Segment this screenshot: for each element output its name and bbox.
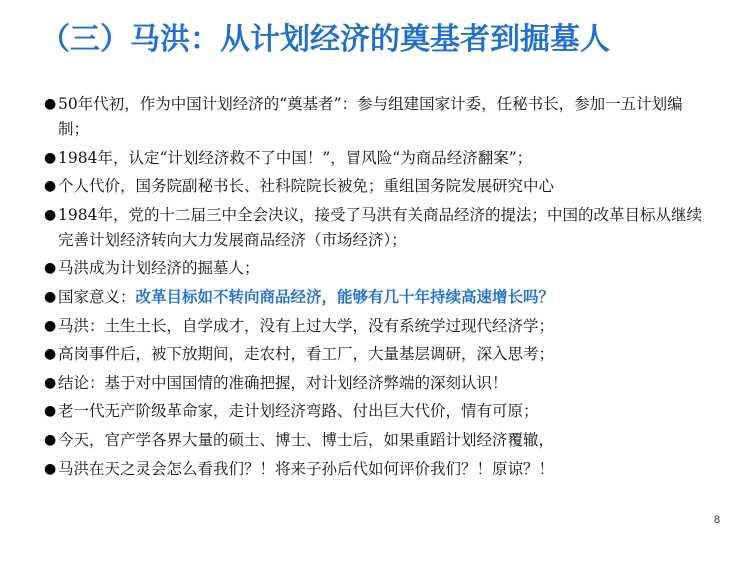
bullet-dot-icon: ● xyxy=(44,374,57,391)
bullet-text: 高岗事件后，被下放期间，走农村，看工厂，大量基层调研，深入思考； xyxy=(58,345,555,364)
bullet-text: 马洪：土生土长，自学成才，没有上过大学，没有系统学过现代经济学； xyxy=(58,316,555,335)
bullet-list xyxy=(44,92,712,485)
bullet-item xyxy=(44,146,712,171)
bullet-item xyxy=(44,174,712,199)
bullet-dot-icon: ● xyxy=(44,96,57,112)
bullet-item xyxy=(44,256,712,281)
bullet-dot-icon: ● xyxy=(44,460,57,477)
bullet-item xyxy=(44,203,712,253)
bullet-dot-icon: ● xyxy=(44,403,57,420)
bullet-text: 今天，官产学各界大量的硕士、博士、博士后，如果重蹈计划经济覆辙， xyxy=(58,430,555,449)
bullet-text: 马洪成为计划经济的掘墓人； xyxy=(58,259,260,278)
bullet-dot-icon: ● xyxy=(44,431,57,448)
bullet-text: 1984年，认定“计划经济救不了中国！”，冒风险“为商品经济翻案”； xyxy=(58,148,533,167)
bullet-dot-icon: ● xyxy=(44,149,57,166)
highlight-question: 改革目标如不转向商品经济，能够有几十年持续高速增长吗？ xyxy=(135,287,555,306)
bullet-text: 马洪在天之灵会怎么看我们？！将来子孙后代如何评价我们？！原谅？！ xyxy=(58,459,555,478)
bullet-text: 个人代价，国务院副秘书长、社科院院长被免；重组国务院发展研究中心 xyxy=(58,177,555,196)
bullet-dot-icon: ● xyxy=(44,206,57,223)
bullet-lead-text: 国家意义： xyxy=(58,287,136,306)
bullet-item xyxy=(44,285,712,310)
slide-title: （三）马洪：从计划经济的奠基者到掘墓人 xyxy=(40,22,610,57)
bullet-text xyxy=(58,285,712,310)
bullet-text: 老一代无产阶级革命家，走计划经济弯路、付出巨大代价，情有可原； xyxy=(58,402,539,421)
bullet-text: 50年代初，作为中国计划经济的“奠基者”：参与组建国家计委，任秘书长，参加一五计划编制； xyxy=(58,95,683,138)
page-number: 8 xyxy=(713,514,720,526)
bullet-item xyxy=(44,457,712,482)
bullet-item xyxy=(44,428,712,453)
bullet-dot-icon: ● xyxy=(44,178,57,195)
bullet-dot-icon: ● xyxy=(44,288,57,305)
bullet-dot-icon: ● xyxy=(44,346,57,363)
bullet-dot-icon: ● xyxy=(44,260,57,277)
bullet-item xyxy=(44,342,712,367)
bullet-item xyxy=(44,399,712,424)
bullet-text: 结论：基于对中国国情的准确把握，对计划经济弊端的深刻认识！ xyxy=(58,373,508,392)
bullet-item xyxy=(44,371,712,396)
bullet-item xyxy=(44,314,712,339)
bullet-dot-icon: ● xyxy=(44,317,57,334)
bullet-text: 1984年，党的十二届三中全会决议，接受了马洪有关商品经济的提法；中国的改革目标从继续完善计划经济转向大力发展商品经济（市场经济）； xyxy=(58,205,702,249)
bullet-item xyxy=(44,92,712,142)
